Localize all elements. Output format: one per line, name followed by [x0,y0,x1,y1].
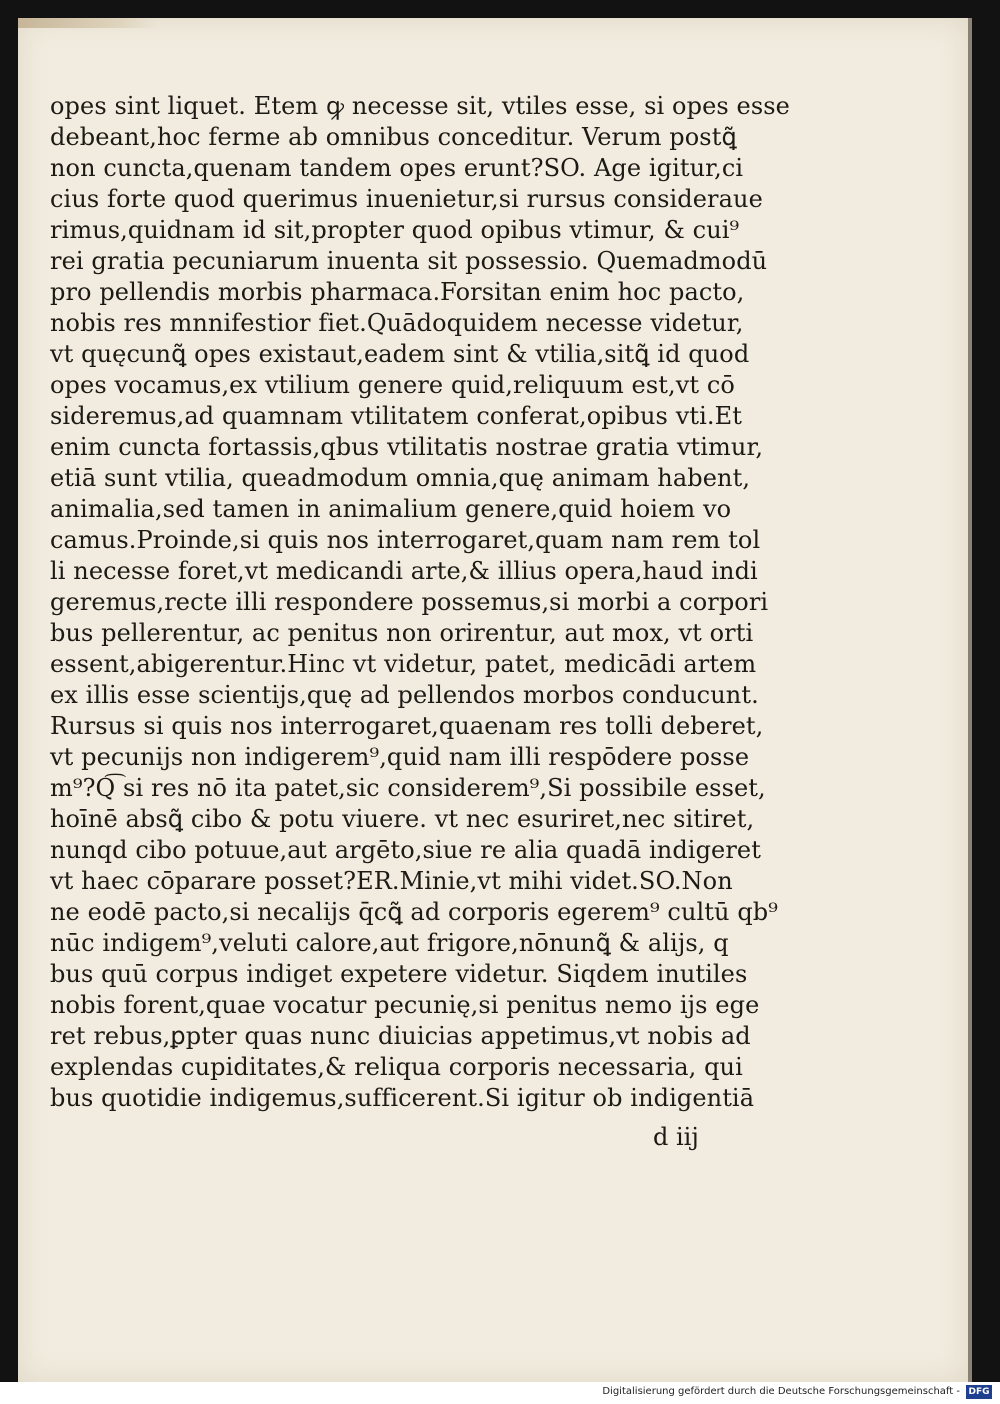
text-line: ne eodē pacto,si necalijs q̄cꝗ̃ ad corporis egerem⁹ cultū qb⁹ [50,898,778,926]
signature-mark: d iij [653,1123,699,1151]
text-line: explendas cupiditates,& reliqua corporis necessaria, qui [50,1053,743,1081]
text-line: ex illis esse scientijs,quę ad pellendos morbos conducunt. [50,681,759,709]
text-line: non cuncta,quenam tandem opes erunt?SO. Age igitur,ci [50,154,744,182]
text-line: etiā sunt vtilia, queadmodum omnia,quę animam habent, [50,464,751,492]
text-line: vt haec cōparare posset?ER.Minie,vt mihi videt.SO.Non [50,867,733,895]
text-line: rimus,quidnam id sit,propter quod opibus vtimur, & cui⁹ [50,216,740,244]
text-line: bus quotidie indigemus,sufficerent.Si igitur ob indigentiā [50,1084,755,1112]
text-line: bus pellerentur, ac penitus non orirentur, aut mox, vt orti [50,619,754,647]
dfg-logo-icon: DFG [966,1385,992,1399]
text-line: nobis forent,quae vocatur pecunię,si penitus nemo ijs ege [50,991,760,1019]
text-line: bus quū corpus indiget expetere videtur. Siqdem inutiles [50,960,748,988]
text-line: nunqd cibo potuue,aut argēto,siue re alia quadā indigeret [50,836,761,864]
text-line: opes sint liquet. Etem ꝙ necesse sit, vtiles esse, si opes esse [50,92,790,120]
text-line: sideremus,ad quamnam vtilitatem conferat,opibus vti.Et [50,402,742,430]
text-line: Rursus si quis nos interrogaret,quaenam res tolli deberet, [50,712,764,740]
text-line: animalia,sed tamen in animalium genere,quid hoiem vo [50,495,732,523]
text-line: nobis res mnnifestior fiet.Quādoquidem necesse videtur, [50,309,744,337]
page-edge [968,18,972,1382]
body-text [50,91,790,1114]
text-line: vt pecunijs non indigerem⁹,quid nam illi respōdere posse [50,743,750,771]
text-line: rei gratia pecuniarum inuenta sit possessio. Quemadmodū [50,247,768,275]
text-line: camus.Proinde,si quis nos interrogaret,quam nam rem tol [50,526,761,554]
text-line: geremus,recte illi respondere possemus,si morbi a corpori [50,588,769,616]
text-line: essent,abigerentur.Hinc vt videtur, patet, medicādi artem [50,650,757,678]
text-line: cius forte quod querimus inuenietur,si rursus consideraue [50,185,763,213]
text-line: pro pellendis morbis pharmaca.Forsitan enim hoc pacto, [50,278,745,306]
text-line: m⁹?Q͡ si res nō ita patet,sic considerem⁹,Si possibile esset, [50,774,766,802]
text-line: debeant,hoc ferme ab omnibus conceditur. Verum postꝗ̃ [50,123,737,151]
text-line: ret rebus,ꝑpter quas nunc diuicias appetimus,vt nobis ad [50,1022,751,1050]
page-stain [18,18,158,28]
text-line: nūc indigem⁹,veluti calore,aut frigore,nōnunꝗ̃ & alijs, q [50,929,729,957]
text-line: vt quęcunꝗ̃ opes existaut,eadem sint & vtilia,sitꝗ̃ id quod [50,340,750,368]
text-line: enim cuncta fortassis,qbus vtilitatis nostrae gratia vtimur, [50,433,764,461]
text-line: hoīnē absꝗ̃ cibo & potu viuere. vt nec esuriret,nec sitiret, [50,805,755,833]
text-line: opes vocamus,ex vtilium genere quid,reliquum est,vt cō [50,371,735,399]
funding-credit: Digitalisierung gefördert durch die Deutsche Forschungsgemeinschaft - [602,1386,960,1397]
footer-bar [0,1382,1000,1404]
text-line: li necesse foret,vt medicandi arte,& illius opera,haud indi [50,557,758,585]
